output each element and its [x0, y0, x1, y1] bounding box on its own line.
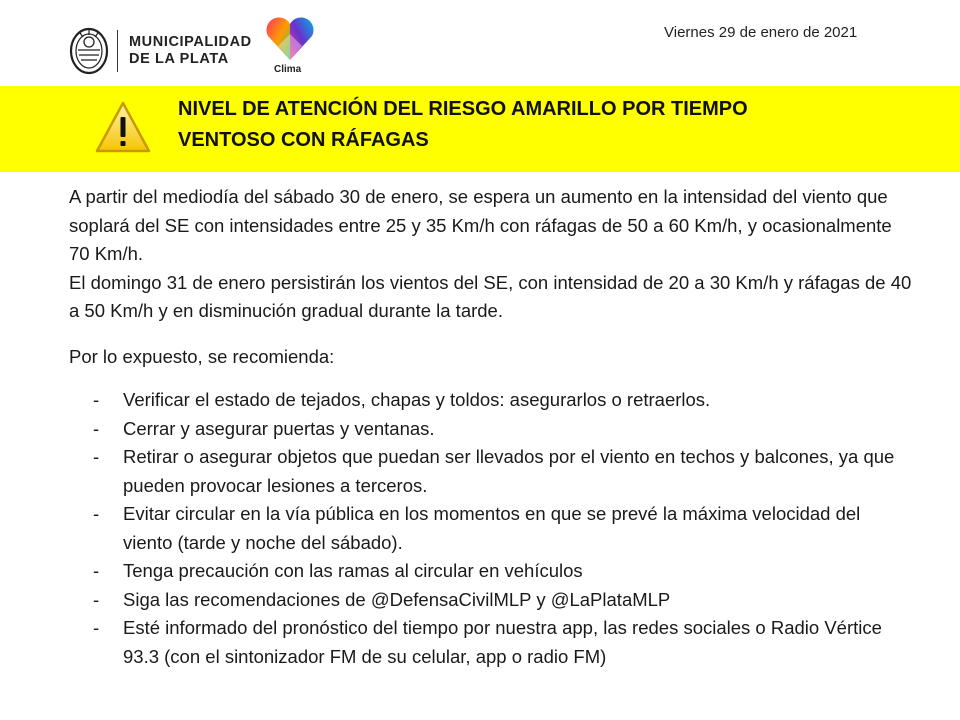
list-item: - Retirar o asegurar objetos que puedan ser llevados por el viento en techos y balcones, ya que pueden provocar lesiones a terceros.	[93, 446, 895, 496]
recommendations-intro: Por lo expuesto, se recomienda:	[69, 345, 335, 367]
alert-title-line1: NIVEL DE ATENCIÓN DEL RIESGO AMARILLO POR TIEMPO	[178, 98, 748, 120]
bulletin-body	[69, 183, 914, 671]
org-line2: DE LA PLATA	[129, 51, 229, 67]
header	[0, 0, 960, 86]
header-divider	[117, 30, 118, 72]
alert-title-line2: VENTOSO CON RÁFAGAS	[178, 129, 429, 151]
coat-of-arms-icon	[68, 26, 110, 76]
list-item: - Tenga precaución con las ramas al circular en vehículos	[93, 560, 583, 581]
list-item: - Esté informado del pronóstico del tiempo por nuestra app, las redes sociales o Radio Vértice 93.3 (con el sintonizador FM de su celular, app o radio FM)	[93, 617, 882, 667]
recommendations-list	[69, 386, 914, 671]
alert-title	[178, 94, 878, 156]
date: Viernes 29 de enero de 2021	[664, 24, 858, 41]
spacer	[69, 326, 914, 343]
paragraph-forecast-sunday: El domingo 31 de enero persistirán los vientos del SE, con intensidad de 20 a 30 Km/h y ráfagas de 40 a 50 Km/h y en disminución gradual durante la tarde.	[69, 271, 912, 321]
list-item: - Evitar circular en la vía pública en los momentos en que se prevé la máxima velocidad del viento (tarde y noche del sábado).	[93, 503, 861, 553]
list-item: - Verificar el estado de tejados, chapas y toldos: asegurarlos o retraerlos.	[93, 389, 711, 410]
org-line1: MUNICIPALIDAD	[129, 34, 252, 50]
clima-heart-logo-icon	[264, 16, 316, 62]
paragraph-forecast-saturday: A partir del mediodía del sábado 30 de enero, se espera un aumento en la intensidad del viento que soplará del SE con intensidades entre 25 y 35 Km/h con ráfagas de 50 a 60 Km/h, y ocasionalmente 70 Km/h.	[69, 186, 892, 264]
list-item: - Cerrar y asegurar puertas y ventanas.	[93, 417, 435, 439]
municipality-name	[129, 34, 252, 68]
list-item: - Siga las recomendaciones de @DefensaCivilMLP y @LaPlataMLP	[93, 588, 671, 610]
warning-triangle-icon	[94, 99, 152, 155]
clima-label: Clima	[274, 64, 302, 75]
